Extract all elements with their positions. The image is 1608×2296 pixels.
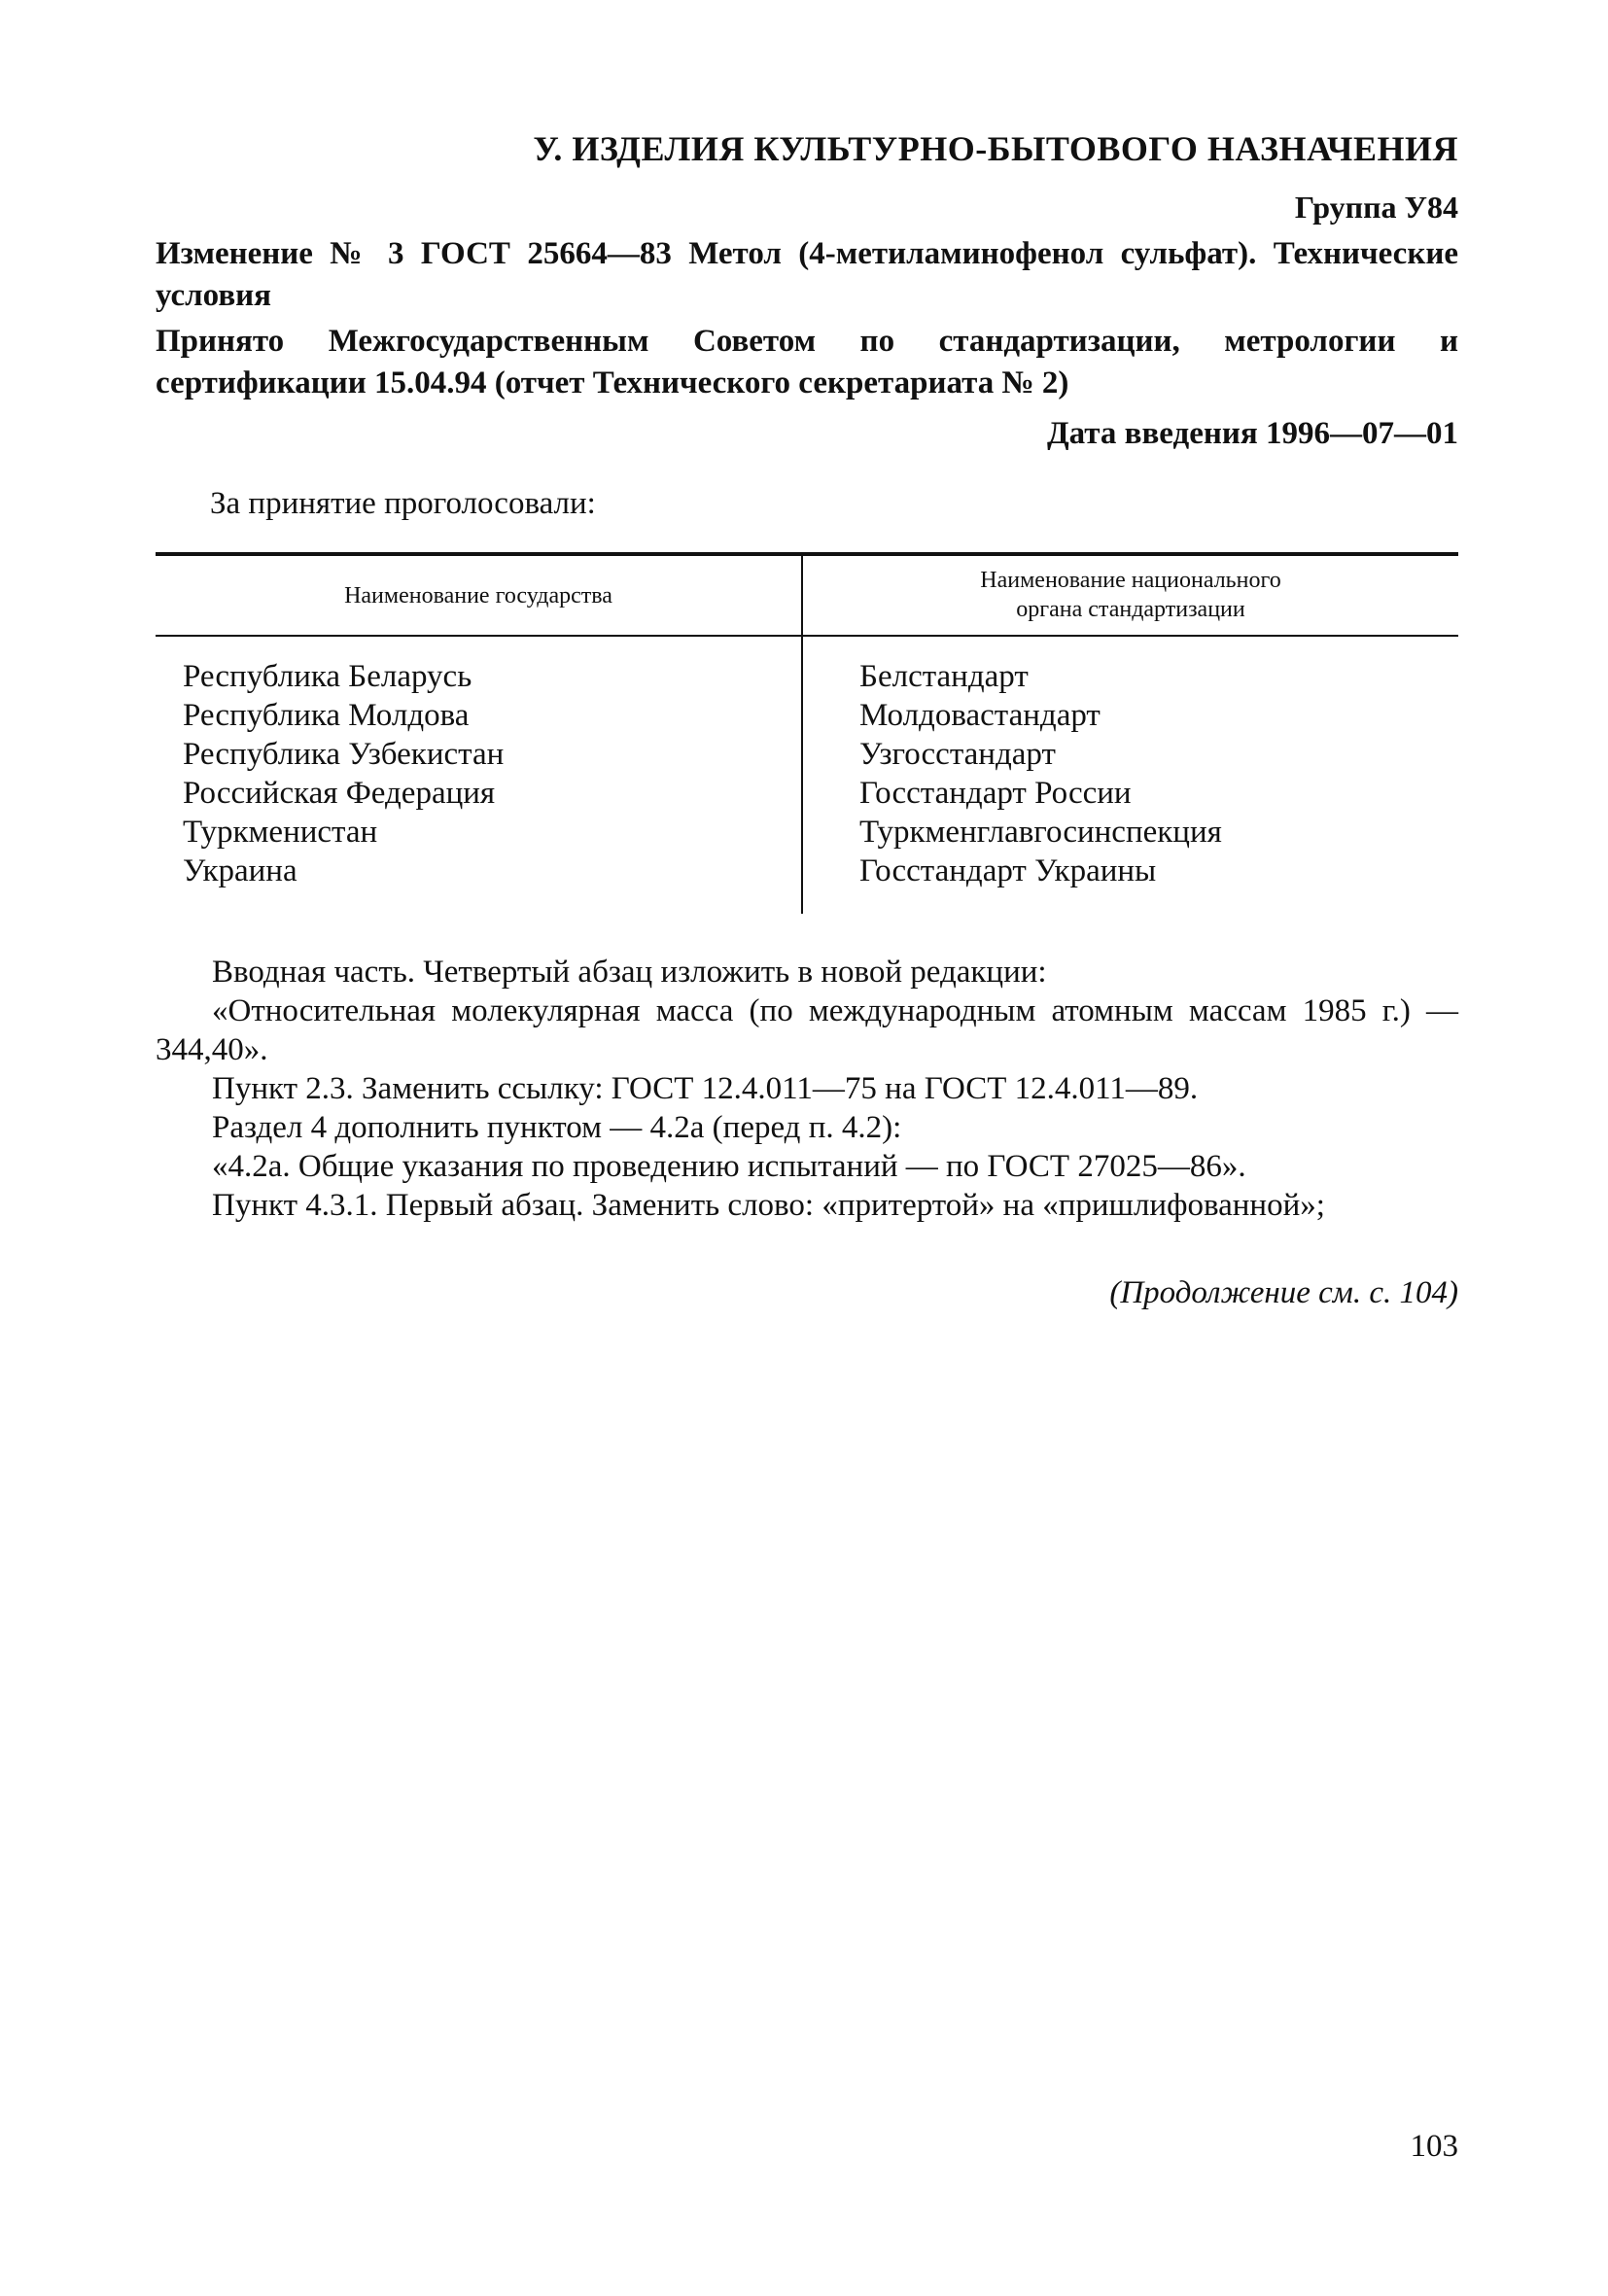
table-row-body: Госстандарт России xyxy=(859,776,1132,811)
table-header-body-text: Наименование национального органа стандартизации xyxy=(980,568,1281,622)
paragraph: «4.2а. Общие указания по проведению испытаний — по ГОСТ 27025—86». xyxy=(212,1149,1246,1184)
table-header-body xyxy=(803,566,1458,624)
table-row-body: Молдовастандарт xyxy=(859,698,1101,733)
paragraph: Пункт 2.3. Заменить ссылку: ГОСТ 12.4.011—75 на ГОСТ 12.4.011—89. xyxy=(212,1071,1199,1106)
table-row-state: Туркменистан xyxy=(183,815,378,850)
paragraph: Вводная часть. Четвертый абзац изложить в новой редакции: xyxy=(212,955,1047,990)
table-row-state: Украина xyxy=(183,853,297,888)
paragraph: «Относительная молекулярная масса (по международным атомным массам 1985 г.) — 344,40». xyxy=(156,993,1458,1067)
table-row-body: Госстандарт Украины xyxy=(859,853,1157,888)
states-column xyxy=(183,657,504,890)
table-header-state: Наименование государства xyxy=(344,583,612,609)
continuation-note: (Продолжение см. с. 104) xyxy=(1109,1275,1458,1310)
change-title: Изменение № 3 ГОСТ 25664—83 Метол (4-метиламинофенол сульфат). Технические условия xyxy=(156,236,1458,313)
table-row-state: Республика Молдова xyxy=(183,698,470,733)
table-row-body: Узгосстандарт xyxy=(859,737,1056,772)
effective-date: Дата введения 1996—07—01 xyxy=(1046,416,1458,451)
paragraph: Пункт 4.3.1. Первый абзац. Заменить слово: «притертой» на «пришлифованной»; xyxy=(212,1188,1325,1223)
table-row-state: Республика Узбекистан xyxy=(183,737,505,772)
amendment-text xyxy=(156,953,1458,1225)
page-number: 103 xyxy=(1410,2129,1458,2164)
table-header-rule xyxy=(156,635,1458,637)
table-row-state: Российская Федерация xyxy=(183,776,496,811)
group-label: Группа У84 xyxy=(1294,190,1458,225)
bodies-column xyxy=(859,657,1222,890)
table-row-body: Туркменглавгосинспекция xyxy=(859,815,1222,850)
table-row-state: Республика Беларусь xyxy=(183,659,472,694)
table-row-body: Белстандарт xyxy=(859,659,1029,694)
section-title: У. ИЗДЕЛИЯ КУЛЬТУРНО-БЫТОВОГО НАЗНАЧЕНИЯ xyxy=(533,129,1458,168)
paragraph: Раздел 4 дополнить пунктом — 4.2а (перед п. 4.2): xyxy=(212,1110,902,1145)
table-top-rule xyxy=(156,552,1458,556)
voting-table xyxy=(156,552,1458,922)
adopted-by: Принято Межгосударственным Советом по стандартизации, метрологии и сертификации 15.04.94 (отчет Технического секретариата № 2) xyxy=(156,324,1458,400)
voted-label: За принятие проголосовали: xyxy=(210,486,596,521)
